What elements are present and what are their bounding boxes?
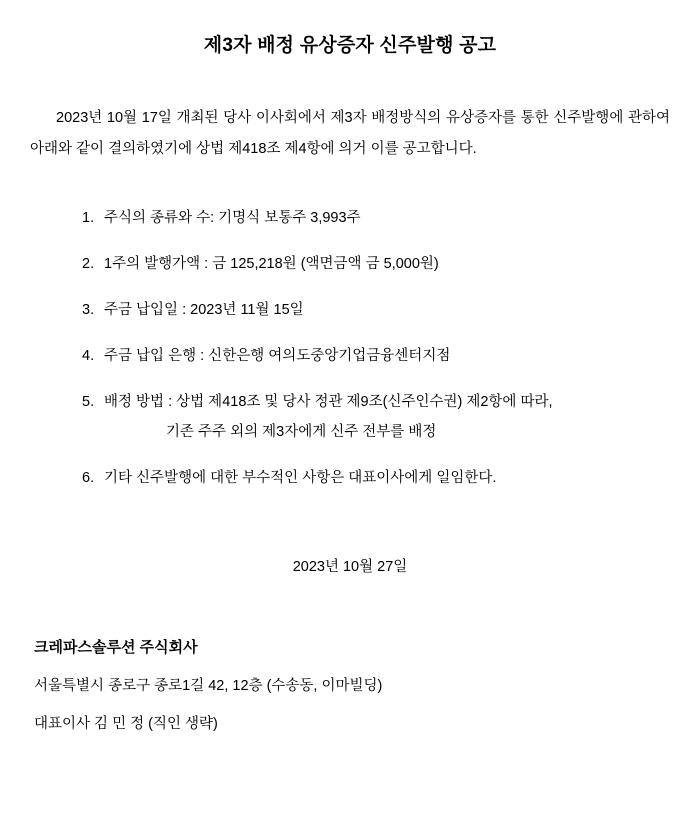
list-item-text [104, 391, 672, 443]
intro-paragraph [28, 103, 672, 165]
company-address: 서울특별시 종로구 종로1길 42, 12층 (수송동, 이마빌딩) [34, 678, 383, 694]
list-item-text-main: 배정 방법 : 상법 제418조 및 당사 정관 제9조(신주인수권) 제2항에 따라, [104, 394, 553, 410]
list-item-subline: 기존 주주 외의 제3자에게 신주 전부를 배정 [166, 424, 437, 440]
list-item-text: 1주의 발행가액 : 금 125,218원 (액면금액 금 5,000원) [104, 256, 439, 272]
list-item [28, 345, 672, 367]
list-item-number: 4. [82, 348, 95, 364]
list-item [28, 299, 672, 321]
list-item-number: 6. [82, 470, 95, 486]
list-item-text: 주금 납입일 : 2023년 11월 15일 [104, 302, 304, 318]
intro-text: 2023년 10월 17일 개최된 당사 이사회에서 제3자 배정방식의 유상증자를 통한 신주발행에 관하여 아래와 같이 결의하였기에 상법 제418조 제4항에 의거 이를 공고합니다. [30, 110, 670, 157]
document-page [0, 30, 700, 826]
list-item-number: 1. [82, 210, 95, 226]
ceo-line: 대표이사 김 민 정 (직인 생략) [34, 716, 218, 732]
list-item-text: 주금 납입 은행 : 신한은행 여의도중앙기업금융센터지점 [104, 348, 451, 364]
list-item [28, 467, 672, 489]
page-title: 제3자 배정 유상증자 신주발행 공고 [203, 35, 497, 56]
announcement-date: 2023년 10월 27일 [292, 559, 408, 575]
list-item [28, 207, 672, 229]
list-item [28, 253, 672, 275]
list-item-number: 5. [82, 394, 95, 410]
company-name: 크레파스솔루션 주식회사 [34, 639, 198, 656]
list-item-number: 2. [82, 256, 95, 272]
signature-block [28, 636, 672, 733]
list-item-number: 3. [82, 302, 95, 318]
list-item [28, 391, 672, 443]
list-item-text: 기타 신주발행에 대한 부수적인 사항은 대표이사에게 일임한다. [104, 470, 497, 486]
list-item-text: 주식의 종류와 수: 기명식 보통주 3,993주 [104, 210, 361, 226]
resolution-list [28, 207, 672, 489]
